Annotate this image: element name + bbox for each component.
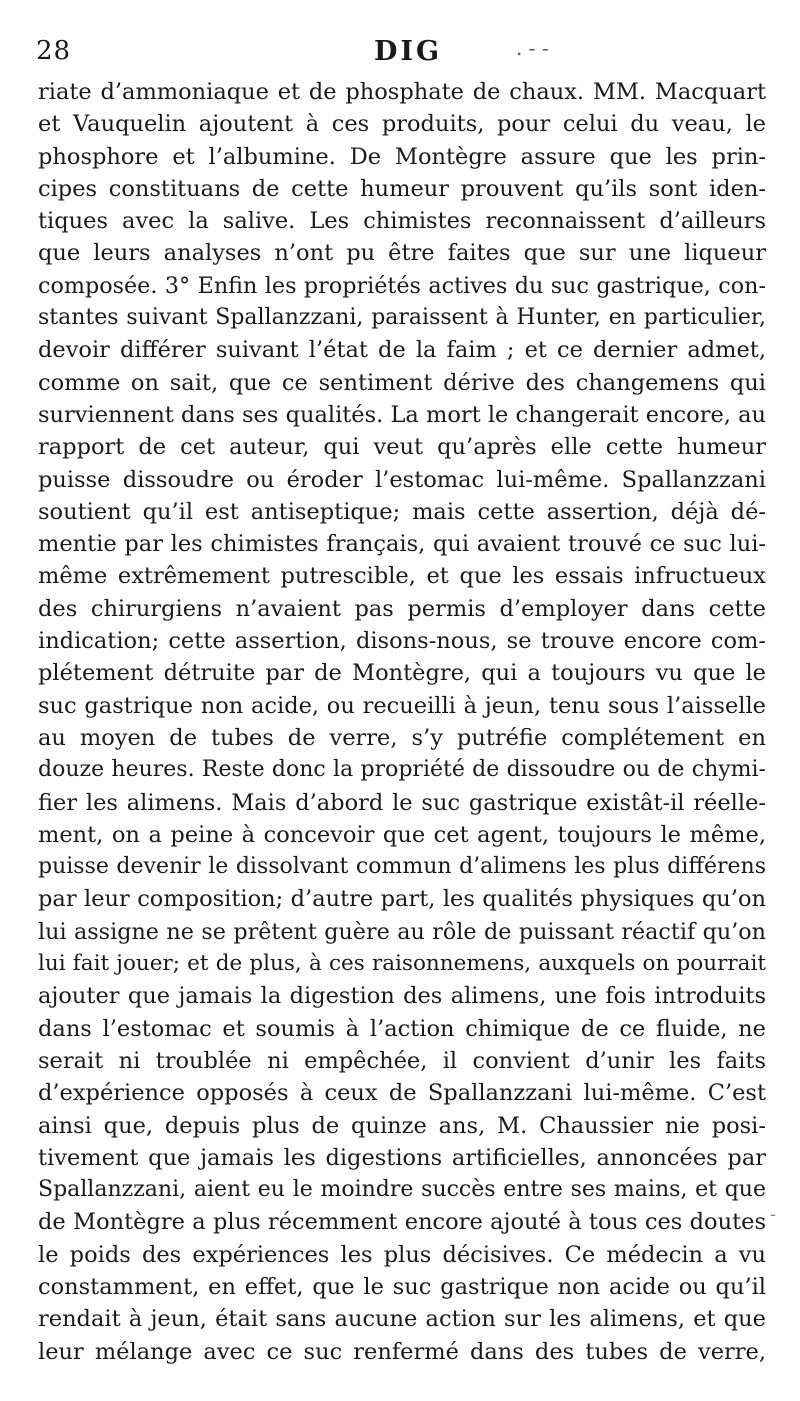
- text-line: riate d’ammoniaque et de phosphate de chaux. MM. Macquart: [38, 79, 766, 105]
- text-line: des chirurgiens n’avaient pas permis d’employer dans cette: [38, 595, 766, 622]
- margin-mark: -: [770, 1204, 777, 1225]
- text-line: ajouter que jamais la digestion des alimens, une fois introduits: [38, 983, 766, 1010]
- text-line: et Vauquelin ajoutent à ces produits, pour celui du veau, le: [38, 111, 766, 138]
- text-line: devoir différer suivant l’état de la faim ; et ce dernier admet,: [38, 337, 766, 364]
- text-line: suc gastrique non acide, ou recueilli à jeun, tenu sous l’aisselle: [38, 692, 766, 719]
- text-line: cipes constituans de cette humeur prouvent qu’ils sont iden-: [38, 175, 766, 202]
- body-text: [38, 76, 766, 1368]
- text-line: tiques avec la salive. Les chimistes reconnaissent d’ailleurs: [38, 208, 766, 235]
- text-line: lui assigne ne se prêtent guère au rôle de puissant réactif qu’on: [38, 918, 766, 945]
- text-line: ment, on a peine à concevoir que cet agent, toujours le même,: [38, 821, 766, 848]
- text-line: comme on sait, que ce sentiment dérive des changemens qui: [38, 369, 766, 396]
- text-line: le poids des expériences les plus décisives. Ce médecin a vu: [38, 1241, 766, 1268]
- text-line: lui fait jouer; et de plus, à ces raisonnemens, auxquels on pourrait: [38, 951, 766, 977]
- text-line: au moyen de tubes de verre, s’y putréfie complétement en: [38, 724, 766, 751]
- text-line: surviennent dans ses qualités. La mort le changerait encore, au: [38, 401, 766, 428]
- text-line: composée. 3° Enfin les propriétés actives du suc gastrique, con-: [38, 272, 766, 299]
- page-number: 28: [36, 36, 72, 66]
- text-line: douze heures. Reste donc la propriété de dissoudre ou de chymi-: [38, 757, 766, 783]
- running-header: [0, 36, 800, 76]
- text-line: rendait à jeun, était sans aucune action sur les alimens, et que: [38, 1306, 766, 1333]
- text-line: serait ni troublée ni empêchée, il convient d’unir les faits: [38, 1047, 766, 1074]
- text-line: de Montègre a plus récemment encore ajouté à tous ces doutes: [38, 1209, 766, 1236]
- text-line: que leurs analyses n’ont pu être faites que sur une liqueur: [38, 240, 766, 267]
- text-line: plétement détruite par de Montègre, qui a toujours vu que le: [38, 660, 766, 687]
- text-line: par leur composition; d’autre part, les qualités physiques qu’on: [38, 886, 766, 913]
- text-line: fier les alimens. Mais d’abord le suc gastrique existât-il réelle-: [38, 789, 766, 816]
- text-line: soutient qu’il est antiseptique; mais cette assertion, déjà dé-: [38, 498, 766, 525]
- text-line: constamment, en effet, que le suc gastrique non acide ou qu’il: [38, 1273, 766, 1300]
- text-line: phosphore et l’albumine. De Montègre assure que les prin-: [38, 143, 766, 170]
- text-line: même extrêmement putrescible, et que les essais infructueux: [38, 563, 766, 590]
- text-line: leur mélange avec ce suc renfermé dans des tubes de verre,: [38, 1338, 766, 1365]
- header-trailing-mark: . - -: [516, 36, 549, 60]
- text-line: rapport de cet auteur, qui veut qu’après elle cette humeur: [38, 434, 766, 461]
- text-line: indication; cette assertion, disons-nous, se trouve encore com-: [38, 628, 766, 655]
- text-line: tivement que jamais les digestions artificielles, annoncées par: [38, 1144, 766, 1171]
- text-line: mentie par les chimistes français, qui avaient trouvé ce suc lui-: [38, 531, 766, 558]
- text-line: stantes suivant Spallanzzani, paraissent à Hunter, en particulier,: [38, 305, 766, 331]
- running-title: DIG: [374, 36, 443, 67]
- text-line: Spallanzzani, aient eu le moindre succès entre ses mains, et que: [38, 1177, 766, 1203]
- text-line: puisse dissoudre ou éroder l’estomac lui-même. Spallanzzani: [38, 466, 766, 493]
- text-line: ainsi que, depuis plus de quinze ans, M. Chaussier nie posi-: [38, 1112, 766, 1139]
- text-line: puisse devenir le dissolvant commun d’alimens les plus différens: [38, 854, 766, 880]
- text-line: dans l’estomac et soumis à l’action chimique de ce fluide, ne: [38, 1015, 766, 1042]
- text-line: d’expérience opposés à ceux de Spallanzzani lui-même. C’est: [38, 1080, 766, 1107]
